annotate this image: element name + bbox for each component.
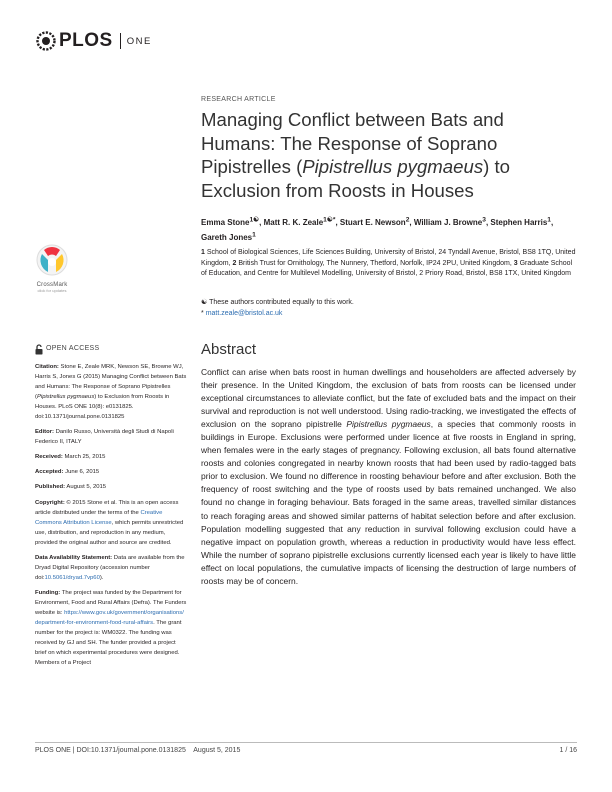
- affiliation-number: 1: [201, 249, 205, 256]
- open-access-badge: [35, 344, 187, 355]
- funder-website-link[interactable]: https://www.gov.uk/government/organisations/department-for-environment-food-rural-affairs: [35, 609, 184, 627]
- abstract-species: Pipistrellus pygmaeus: [346, 419, 431, 430]
- published-date: Published: August 5, 2015: [35, 484, 107, 491]
- author[interactable]: William J. Browne$^3$,: [413, 216, 491, 227]
- affiliation-text: School of Biological Sciences, Life Sciences Building, University of Bristol, 24 Tyndall Avenue, Bristol, BS8 1TQ, United Kingdom,: [201, 249, 576, 267]
- data-availability: Data Availability Statement: Data are available from the Dryad Digital Repository (accession number doi:10.5061/dryad.7vp60).: [35, 554, 185, 581]
- author[interactable]: Gareth Jones$^1$: [201, 231, 256, 242]
- corresponding-author-note: * matt.zeale@bristol.ac.uk: [201, 309, 283, 317]
- open-access-label: OPEN ACCESS: [46, 345, 100, 353]
- copyright: Copyright: © 2015 Stone et al. This is an open access article distributed under the terms of the Creative Commons Attribution License, which permits unrestricted use, distribution, and reproduction in any medium, provided the original author and source are credited.: [35, 499, 184, 546]
- affiliations: [201, 248, 577, 280]
- citation: Citation: Stone E, Zeale MRK, Newson SE, Browne WJ, Harris S, Jones G (2015) Managing Conflict between Bats and Humans: The Response of Soprano Pipistrelles (Pipistrellus pygmaeus) to Exclusion from Roosts in Houses. PLoS ONE 10(8): e0131825. doi:10.1371/journal.pone.0131825: [35, 364, 187, 421]
- plos-logo-icon: [35, 30, 57, 52]
- article-info-sidebar: [35, 344, 187, 673]
- received-date: Received: March 25, 2015: [35, 454, 106, 461]
- abstract-heading: Abstract: [201, 341, 257, 358]
- dryad-doi-link[interactable]: 10.5061/dryad.7vp60: [44, 574, 100, 581]
- editor: Editor: Danilo Russo, Università degli Studi di Napoli Federico II, ITALY: [35, 429, 174, 446]
- open-lock-icon: [35, 344, 43, 355]
- accepted-date: Accepted: June 6, 2015: [35, 469, 100, 476]
- corresponding-email-link[interactable]: matt.zeale@bristol.ac.uk: [205, 309, 283, 317]
- journal-logo: [35, 30, 152, 52]
- crossmark-badge[interactable]: [34, 242, 70, 293]
- footer-divider: [35, 742, 577, 743]
- crossmark-label: CrossMark: [36, 282, 68, 288]
- title-text-end: ) to Exclusion from Roosts in Houses: [201, 156, 510, 201]
- funding: Funding: The project was funded by the Department for Environment, Food and Rural Affairs (Defra). The Funders website is: https://www.gov.uk/government/organisations/department-for-environment-food-rural-affairs. The grant number for the project is: WM0322. The funding was received by GJ and SH. The funder provided a project brief on which experimental procedures were designed. Members of a Project: [35, 589, 187, 667]
- journal-brand: PLOS: [59, 30, 113, 51]
- crossmark-sub: click for updates: [37, 288, 67, 293]
- author-notes: [201, 298, 577, 319]
- journal-name: ONE: [126, 35, 152, 47]
- equal-contribution-note: ☯ These authors contributed equally to this work.: [201, 299, 354, 306]
- crossmark-icon: [34, 242, 70, 278]
- page-footer: [35, 747, 577, 754]
- footer-citation: PLOS ONE | DOI:10.1371/journal.pone.0131825 August 5, 2015: [35, 747, 241, 754]
- author[interactable]: Stuart E. Newson$^2$,: [339, 216, 414, 227]
- page-number: 1 / 16: [559, 747, 577, 754]
- license-link[interactable]: Creative Commons Attribution License: [35, 509, 163, 526]
- article-type: RESEARCH ARTICLE: [201, 96, 276, 103]
- affiliation-number: 3: [513, 259, 518, 267]
- article-title: [201, 108, 541, 202]
- author[interactable]: Stephen Harris$^1$,: [490, 216, 554, 227]
- logo-divider: [120, 33, 121, 49]
- author-list: [201, 214, 561, 244]
- author[interactable]: Matt R. K. Zeale$^{1☯*}$,: [263, 216, 340, 227]
- title-text: Managing Conflict between Bats and Humans: The Response of Soprano Pipistrelles (: [201, 109, 504, 178]
- title-species: Pipistrellus pygmaeus: [302, 156, 484, 178]
- affiliation-number: 2: [232, 259, 237, 267]
- abstract-body: Conflict can arise when bats roost in human dwellings and householders are affected adversely by their presence. In the United Kingdom, the exclusion of bats from roosts can be licensed under exceptional circumstances to alleviate conflict, but the fate of excluded bats and the impact on their survival and reproduction is not well understood. Using radio-tracking, we investigated the effects of exclusion on the soprano pipistrelle Pipistrellus pygmaeus, a species that commonly roosts in buildings in Europe. Exclusions were performed under licence at five roosts in England in spring, when females were in the early stages of pregnancy. Following exclusion, all bats found alternative roosts and colonies congregated in nearby known roosts that had been used by radio-tagged bats prior to exclusion. We found no difference in roosting behaviour before and after exclusion. Both the frequency of roost switching and the type of roosts used by bats remained unchanged. We also found no change in foraging behaviour. Bats foraged in the same areas, travelled similar distances to reach foraging areas and showed similar patterns of habitat selection before and after exclusion. Population modelling suggested that any reduction in survival following exclusion could have a negative impact on population growth, whereas a reduction in productivity would have less effect. While the number of soprano pipistrelle exclusions currently licensed each year is likely to have little effect on local populations, the cumulative impacts of licensing the destruction of large numbers of roosts may be of concern.: [201, 367, 576, 586]
- author[interactable]: Emma Stone$^{1☯}$,: [201, 216, 264, 227]
- affiliation-text: British Trust for Ornithology, The Nunnery, Thetford, Norfolk, IP24 2PU, United Kingdom,: [238, 259, 512, 267]
- affiliation-text: Graduate School of Education, and Centre for Multilevel Modelling, University of Bristol, 2 Priory Road, Bristol, BS8 1TX, United Kingdom: [201, 259, 573, 278]
